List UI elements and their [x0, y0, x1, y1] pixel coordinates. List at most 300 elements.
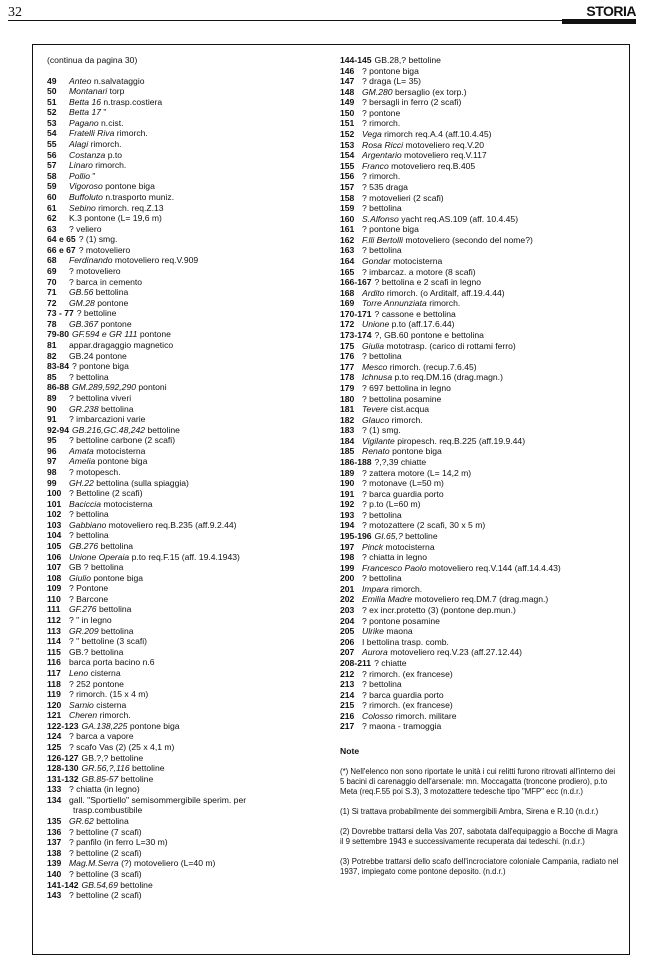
list-item — [340, 66, 625, 77]
footnote: (1) Si trattava probabilmente dei sommergibili Ambra, Sirena e R.10 (n.d.r.) — [340, 806, 599, 816]
vessel-name: Vigilante — [362, 435, 395, 446]
list-item — [340, 446, 625, 457]
list-item — [340, 224, 625, 235]
vessel-description: ? pontone biga — [362, 65, 419, 76]
vessel-name: GR.62 — [69, 816, 94, 827]
vessel-description: ? imbarcaz. a motore (8 scafi) — [362, 266, 476, 277]
list-item — [47, 647, 332, 658]
entry-number: 68 — [47, 255, 57, 266]
vessel-description: motocisterna — [103, 498, 153, 509]
entry-number: 115 — [47, 646, 61, 657]
entry-number: 148 — [340, 86, 355, 97]
list-item — [47, 827, 332, 838]
list-item — [47, 880, 332, 891]
list-item — [340, 383, 625, 394]
list-item — [47, 118, 332, 129]
vessel-description: ? " in legno — [69, 615, 112, 626]
entry-number: 201 — [340, 583, 355, 594]
footnote: (*) Nell'elenco non sono riportate le unità i cui relitti furono ritrovati all'interno dei 5 bacini di carenaggio dell'arsenale: mn. Moccagatta (troncone prodiero), p.to Meta (req.F.55 poi S.3), 3 motozattere tedesche tipo "MFP" ecc (n.d.r.) — [340, 766, 616, 796]
list-item — [47, 869, 332, 880]
vessel-description: ? motoveliero — [78, 244, 131, 255]
vessel-description: ? bettolina — [362, 679, 402, 690]
left-entry-list — [47, 76, 332, 901]
vessel-description: ? maona - tramoggia — [362, 721, 442, 732]
list-item — [47, 615, 332, 626]
list-item — [47, 97, 332, 108]
list-item — [47, 858, 332, 869]
list-item — [47, 837, 332, 848]
vessel-description: pontone — [97, 297, 129, 308]
list-item — [340, 193, 625, 204]
entry-number: 179 — [340, 382, 355, 393]
entry-number: 82 — [47, 350, 57, 361]
vessel-description: maona — [386, 626, 413, 637]
list-item — [47, 181, 332, 192]
entry-number: 195-196 — [340, 531, 372, 542]
entry-number: 203 — [340, 605, 355, 616]
vessel-name: Argentario — [362, 150, 402, 161]
vessel-description: n.salvataggio — [93, 75, 145, 86]
entry-number: 165 — [340, 266, 355, 277]
vessel-description: ? bettoline (7 scafi) — [69, 826, 142, 837]
entry-number: 86-88 — [47, 382, 69, 393]
vessel-description: ? rimorch. (ex francese) — [362, 668, 453, 679]
list-item — [47, 128, 332, 139]
vessel-description: ? (1) smg. — [78, 234, 118, 245]
list-item — [47, 76, 332, 87]
vessel-description: motoveliero req.B.405 — [391, 160, 476, 171]
vessel-description: rimorch. (o Arditalf, aff.19.4.44) — [386, 287, 505, 298]
vessel-description: pontone biga — [97, 456, 148, 467]
list-item — [340, 203, 625, 214]
vessel-description: bettolina — [101, 403, 134, 414]
vessel-description: rimorch. — [90, 139, 122, 150]
entry-number: 151 — [340, 118, 355, 129]
list-item — [340, 594, 625, 605]
left-column — [47, 55, 332, 901]
vessel-name: Unione Operaia — [69, 551, 130, 562]
entry-number: 182 — [340, 414, 355, 425]
entry-number: 216 — [340, 710, 355, 721]
entry-number: 202 — [340, 594, 355, 605]
list-item — [47, 266, 332, 277]
entry-number: 215 — [340, 700, 355, 711]
list-item — [47, 816, 332, 827]
notes-list — [340, 767, 625, 877]
vessel-description: motoveliero req.V.23 (aff.27.12.44) — [390, 647, 523, 658]
entry-number: 124 — [47, 731, 62, 742]
entry-number: 114 — [47, 636, 61, 647]
list-item — [47, 710, 332, 721]
vessel-name: GA.138,225 — [81, 720, 128, 731]
vessel-description: rimorch. req.Z.13 — [98, 202, 164, 213]
entry-number: 159 — [340, 203, 355, 214]
entry-number: 197 — [340, 541, 355, 552]
list-item — [47, 107, 332, 118]
list-item — [47, 425, 332, 436]
list-item — [340, 76, 625, 87]
entry-number: 155 — [340, 160, 355, 171]
list-item — [340, 140, 625, 151]
list-item — [47, 721, 332, 732]
vessel-name: Buffoluto — [69, 191, 103, 202]
entry-number: 113 — [47, 625, 61, 636]
entry-number: 90 — [47, 403, 57, 414]
entry-number: 53 — [47, 117, 57, 128]
entry-number: 97 — [47, 456, 57, 467]
entry-number: 122-123 — [47, 720, 79, 731]
vessel-description: ? draga (L= 35) — [362, 76, 422, 87]
entry-number: 207 — [340, 647, 355, 658]
vessel-description: piropesch. req.B.225 (aff.19.9.44) — [397, 435, 526, 446]
vessel-description: ? 535 draga — [362, 181, 408, 192]
list-item — [47, 731, 332, 742]
entry-number: 138 — [47, 847, 62, 858]
entry-number: 49 — [47, 75, 57, 86]
list-item — [340, 425, 625, 436]
list-item — [47, 308, 332, 319]
entry-number: 173-174 — [340, 330, 372, 341]
entry-number: 162 — [340, 234, 355, 245]
vessel-description: bettolina (sulla spiaggia) — [96, 477, 189, 488]
vessel-name: Betta 17 — [69, 107, 102, 118]
vessel-name: Glauco — [362, 414, 390, 425]
entry-number: 104 — [47, 530, 62, 541]
vessel-description: ? motonave (L=50 m) — [362, 478, 444, 489]
entry-number: 96 — [47, 445, 57, 456]
list-item — [340, 319, 625, 330]
list-item — [340, 700, 625, 711]
list-item — [47, 552, 332, 563]
entry-number: 133 — [47, 784, 62, 795]
entry-number: 64 e 65 — [47, 234, 76, 245]
vessel-description: ? rimorch. — [362, 171, 401, 182]
vessel-name: Torre Annunziata — [362, 298, 427, 309]
entry-number: 212 — [340, 668, 355, 679]
list-item — [340, 87, 625, 98]
entry-number: 71 — [47, 287, 57, 298]
vessel-description: ? scafo Vas (2) (25 x 4,1 m) — [69, 742, 175, 752]
vessel-name: Amata — [69, 445, 94, 456]
list-item — [47, 541, 332, 552]
vessel-description: ? bettolina — [69, 530, 109, 541]
entry-number: 78 — [47, 318, 57, 329]
entry-number: 199 — [340, 562, 355, 573]
vessel-description: pontoni — [138, 382, 167, 393]
vessel-description: motoveliero req.DM.7 (drag.magn.) — [414, 594, 549, 605]
vessel-name: Pagano — [69, 117, 99, 128]
entry-number: 70 — [47, 276, 57, 287]
entry-number: 205 — [340, 626, 355, 637]
entry-number: 143 — [47, 890, 62, 901]
list-item — [340, 245, 625, 256]
entry-number: 189 — [340, 467, 355, 478]
vessel-description: motoveliero (secondo del nome?) — [405, 234, 533, 245]
entry-number: 79-80 — [47, 329, 69, 340]
list-item — [340, 563, 625, 574]
list-item — [47, 404, 332, 415]
vessel-description: ? bettoline (2 scafi) — [69, 847, 142, 858]
vessel-description: cisterna — [90, 667, 121, 678]
header-rule — [8, 20, 568, 21]
list-item — [47, 298, 332, 309]
entry-number: 56 — [47, 149, 57, 160]
entry-number: 141-142 — [47, 879, 79, 890]
entry-number: 186-188 — [340, 456, 372, 467]
entry-number: 181 — [340, 404, 355, 415]
entry-number: 137 — [47, 837, 62, 848]
vessel-description: bettolina — [98, 604, 132, 615]
vessel-name: GF.594 e GR 111 — [71, 329, 138, 340]
vessel-name: Rosa Ricci — [362, 139, 404, 150]
list-item — [47, 530, 332, 541]
entry-number: 128-130 — [47, 763, 79, 774]
vessel-description: ? bettolina — [362, 509, 402, 520]
vessel-name: Pollio — [69, 170, 91, 181]
entry-number: 83-84 — [47, 361, 69, 372]
entry-number: 147 — [340, 76, 355, 87]
entry-number: 154 — [340, 150, 355, 161]
vessel-description: yacht req.AS.109 (aff. 10.4.45) — [401, 213, 519, 224]
entry-number: 55 — [47, 139, 57, 150]
vessel-description: motoveliero req.V.117 — [404, 150, 487, 161]
list-item — [340, 721, 625, 732]
entry-number: 204 — [340, 615, 355, 626]
list-item — [340, 436, 625, 447]
vessel-name: Vega — [362, 129, 382, 140]
vessel-name: Colosso — [362, 710, 394, 721]
entry-number: 103 — [47, 519, 62, 530]
list-item — [47, 224, 332, 235]
vessel-description: p.to (aff.17.6.44) — [391, 319, 455, 330]
vessel-description: ? pontone biga — [71, 361, 129, 372]
vessel-name: Aurora — [362, 647, 388, 658]
vessel-description: ? barca in cemento — [69, 276, 143, 287]
list-item — [340, 404, 625, 415]
list-item — [47, 562, 332, 573]
vessel-name: Leno — [69, 667, 89, 678]
vessel-description: bettolina — [96, 816, 129, 827]
vessel-description: pontone biga — [105, 181, 155, 192]
list-item — [47, 668, 332, 679]
list-item — [340, 298, 625, 309]
vessel-description: ? imbarcazioni varie — [69, 414, 146, 425]
entry-number: 136 — [47, 826, 62, 837]
entry-number: 63 — [47, 223, 57, 234]
entry-number: 160 — [340, 213, 355, 224]
entry-number: 194 — [340, 520, 355, 531]
list-item — [340, 415, 625, 426]
entry-number: 92-94 — [47, 424, 69, 435]
vessel-description: ? Bettoline (2 scafi) — [69, 488, 143, 499]
right-entry-list — [340, 55, 625, 732]
list-item — [340, 288, 625, 299]
vessel-description: pontone — [139, 329, 171, 340]
list-item — [340, 457, 625, 468]
list-item — [47, 805, 332, 816]
entry-number: 59 — [47, 181, 57, 192]
vessel-name: Ferdinando — [69, 255, 113, 266]
entry-number: 100 — [47, 488, 62, 499]
vessel-name: Sarnio — [69, 699, 94, 710]
vessel-name: Giulia — [362, 340, 384, 351]
list-item — [340, 531, 625, 542]
entry-number: 109 — [47, 583, 62, 594]
vessel-name: Amelia — [69, 456, 96, 467]
vessel-description: n.cist. — [101, 117, 124, 128]
entry-number: 146 — [340, 65, 355, 76]
vessel-description: ? bettoline (3 scafi) — [69, 868, 142, 879]
list-item — [340, 394, 625, 405]
vessel-name: Alagi — [69, 139, 89, 150]
vessel-name: GB.54,69 — [81, 879, 118, 890]
vessel-name: GB.85-57 — [81, 773, 119, 784]
entry-number: 163 — [340, 245, 355, 256]
vessel-description: ? Barcone — [69, 593, 109, 604]
vessel-name: GB.216,GC.48,242 — [71, 424, 146, 435]
list-item — [340, 679, 625, 690]
vessel-description: ? rimorch. (ex francese) — [362, 700, 453, 711]
vessel-description: ? motopesch. — [69, 466, 121, 477]
entry-number: 217 — [340, 721, 355, 732]
vessel-description: pontone — [100, 318, 132, 329]
vessel-name: GH.22 — [69, 477, 94, 488]
entry-number: 193 — [340, 509, 355, 520]
vessel-name: Franco — [362, 160, 389, 171]
list-item — [340, 584, 625, 595]
vessel-name: Anteo — [69, 75, 92, 86]
entry-number: 102 — [47, 509, 62, 520]
vessel-name: Mesco — [362, 361, 388, 372]
vessel-description: rimorch. — [99, 710, 131, 721]
vessel-description: GB.28,? bettoline — [374, 55, 441, 65]
list-item — [340, 351, 625, 362]
list-item — [47, 192, 332, 203]
vessel-description: ? chiatte — [374, 657, 407, 668]
vessel-description: rimorch. militare — [395, 710, 457, 721]
vessel-description: bettoline — [120, 879, 153, 890]
vessel-description: n.trasp.costiera — [103, 96, 163, 107]
vessel-description: ? bettolina posamine — [362, 393, 442, 404]
entry-number: 116 — [47, 657, 61, 668]
entry-number: 135 — [47, 816, 62, 827]
vessel-description: ? bettolina — [362, 245, 402, 256]
list-item — [47, 784, 332, 795]
vessel-description: motocisterna — [393, 255, 443, 266]
list-item — [47, 456, 332, 467]
vessel-description: ? bettolina viveri — [69, 392, 132, 403]
vessel-description: cist.acqua — [390, 404, 430, 415]
entry-number: 51 — [47, 96, 57, 107]
vessel-description: motoveliero req.V.144 (aff.14.4.43) — [428, 562, 561, 573]
list-item — [47, 150, 332, 161]
vessel-name: Tevere — [362, 404, 388, 415]
vessel-name: GR.238 — [69, 403, 99, 414]
entry-number: 54 — [47, 128, 57, 139]
vessel-description: rimorch. (recup.7.6.45) — [389, 361, 477, 372]
list-item — [340, 372, 625, 383]
vessel-description: ? barca guardia porto — [362, 689, 444, 700]
vessel-name: Unione — [362, 319, 390, 330]
list-item — [47, 255, 332, 266]
list-item — [47, 414, 332, 425]
vessel-name: Ichnusa — [362, 372, 393, 383]
vessel-description: rimorch. — [391, 583, 423, 594]
list-item — [47, 594, 332, 605]
entry-number: 169 — [340, 298, 355, 309]
vessel-description: ? bettolina e 2 scafi in legno — [374, 277, 482, 288]
entry-number: 161 — [340, 224, 355, 235]
list-item — [340, 637, 625, 648]
list-item — [340, 161, 625, 172]
entry-number: 112 — [47, 615, 61, 626]
list-item — [340, 499, 625, 510]
entry-number: 175 — [340, 340, 355, 351]
list-item — [47, 139, 332, 150]
entry-number: 170-171 — [340, 308, 372, 319]
list-item — [47, 467, 332, 478]
vessel-name: Betta 16 — [69, 96, 102, 107]
list-item — [47, 795, 332, 806]
vessel-description: appar.dragaggio magnetico — [69, 340, 174, 351]
entry-number: 81 — [47, 340, 57, 351]
list-item — [340, 214, 625, 225]
vessel-description: motoveliero req.B.235 (aff.9.2.44) — [108, 519, 237, 530]
list-item — [47, 753, 332, 764]
vessel-description: GB.?,? bettoline — [81, 752, 144, 763]
entry-number: 107 — [47, 562, 62, 573]
vessel-description: ? barca guardia porto — [362, 488, 444, 499]
vessel-description: trasp.combustibile — [73, 805, 143, 816]
entry-number: 139 — [47, 858, 62, 869]
entry-number: 191 — [340, 488, 355, 499]
entry-number: 200 — [340, 573, 355, 584]
vessel-description: torp — [109, 86, 125, 97]
list-item — [47, 626, 332, 637]
list-item — [47, 435, 332, 446]
vessel-description: ? chiatta (in legno) — [69, 784, 140, 795]
list-item — [340, 669, 625, 680]
vessel-name: Montanari — [69, 86, 108, 97]
entry-number: 73 - 77 — [47, 308, 74, 319]
list-item — [47, 636, 332, 647]
entry-number: 120 — [47, 699, 62, 710]
list-item — [340, 658, 625, 669]
vessel-name: GM.28 — [69, 297, 95, 308]
vessel-description: ? motovelieri (2 scafi) — [362, 192, 444, 203]
vessel-name: GR.56,?,116 — [81, 763, 130, 774]
vessel-name: Giulio — [69, 572, 91, 583]
vessel-name: Vigoroso — [69, 181, 103, 192]
list-item — [47, 520, 332, 531]
vessel-name: F.lli Bertolli — [362, 234, 403, 245]
list-item — [340, 235, 625, 246]
list-item — [340, 150, 625, 161]
list-item — [340, 108, 625, 119]
vessel-description: ? pontone biga — [362, 224, 419, 235]
entry-number: 119 — [47, 689, 61, 700]
vessel-name: Linaro — [69, 160, 93, 171]
list-item — [340, 182, 625, 193]
vessel-description: " — [103, 107, 107, 118]
list-item — [340, 362, 625, 373]
list-item — [47, 393, 332, 404]
vessel-description: n.trasporto muniz. — [105, 191, 175, 202]
entry-number: 111 — [47, 604, 61, 615]
list-item — [340, 542, 625, 553]
entry-number: 89 — [47, 392, 57, 403]
list-item — [340, 690, 625, 701]
